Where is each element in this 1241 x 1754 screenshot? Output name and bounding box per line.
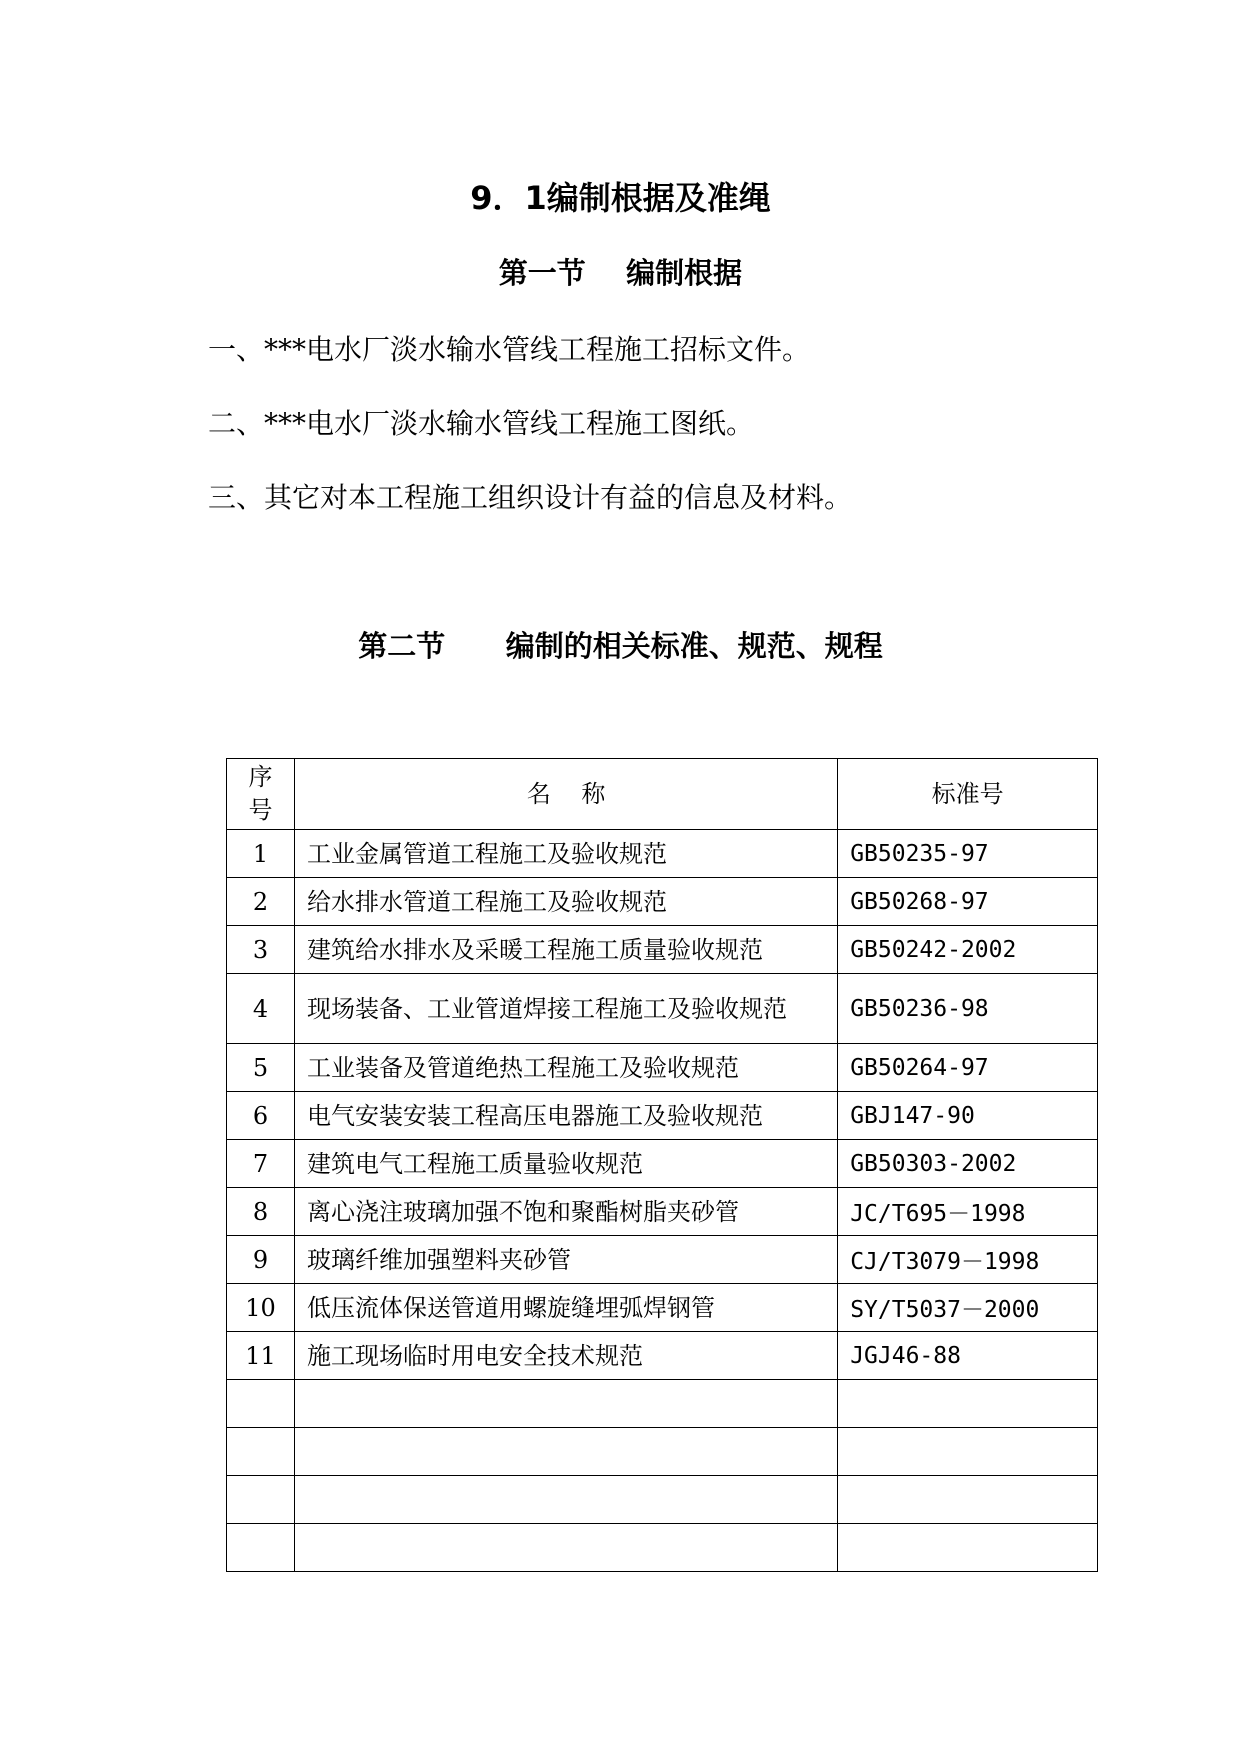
table-row (227, 1044, 1098, 1092)
empty-cell (294, 1428, 837, 1476)
row-standard-code: GB50303-2002 (838, 1140, 1098, 1188)
empty-cell (227, 1476, 295, 1524)
row-name: 电气安装安装工程高压电器施工及验收规范 (294, 1092, 837, 1140)
page-title: 9．1编制根据及准绳 (470, 179, 771, 217)
row-standard-code: GB50236-98 (838, 974, 1098, 1044)
row-name: 离心浇注玻璃加强不饱和聚酯树脂夹砂管 (294, 1188, 837, 1236)
header-name-label: 名 称 (526, 779, 606, 808)
row-name: 施工现场临时用电安全技术规范 (294, 1332, 837, 1380)
section-heading-basis: 第一节 编制根据 (498, 256, 743, 290)
row-standard-code: GB50264-97 (838, 1044, 1098, 1092)
row-name: 建筑电气工程施工质量验收规范 (294, 1140, 837, 1188)
header-name (294, 759, 837, 830)
row-number: 4 (227, 974, 295, 1044)
row-standard-code: GBJ147-90 (838, 1092, 1098, 1140)
row-number: 5 (227, 1044, 295, 1092)
empty-cell (838, 1428, 1098, 1476)
row-name: 建筑给水排水及采暖工程施工质量验收规范 (294, 926, 837, 974)
basis-item: 三、其它对本工程施工组织设计有益的信息及材料。 (208, 481, 853, 514)
empty-cell (838, 1476, 1098, 1524)
table-row (227, 926, 1098, 974)
row-standard-code: SY/T5037－2000 (838, 1284, 1098, 1332)
row-number: 9 (227, 1236, 295, 1284)
table-row (227, 974, 1098, 1044)
row-name: 低压流体保送管道用螺旋缝埋弧焊钢管 (294, 1284, 837, 1332)
empty-cell (294, 1476, 837, 1524)
row-name: 工业金属管道工程施工及验收规范 (294, 830, 837, 878)
empty-cell (838, 1524, 1098, 1572)
table-row (227, 1092, 1098, 1140)
row-number: 1 (227, 830, 295, 878)
row-standard-code: GB50268-97 (838, 878, 1098, 926)
row-standard-code: CJ/T3079－1998 (838, 1236, 1098, 1284)
standards-table (226, 758, 1098, 1572)
table-row-empty (227, 1476, 1098, 1524)
row-name: 给水排水管道工程施工及验收规范 (294, 878, 837, 926)
row-number: 6 (227, 1092, 295, 1140)
basis-item: 一、***电水厂淡水输水管线工程施工招标文件。 (208, 333, 811, 366)
row-number: 11 (227, 1332, 295, 1380)
table-row (227, 1188, 1098, 1236)
row-standard-code: JC/T695－1998 (838, 1188, 1098, 1236)
table-header-row (227, 759, 1098, 830)
row-standard-code: JGJ46-88 (838, 1332, 1098, 1380)
table-row (227, 1284, 1098, 1332)
empty-cell (838, 1380, 1098, 1428)
table-row (227, 1140, 1098, 1188)
empty-cell (227, 1428, 295, 1476)
header-serial-number: 序号 (227, 759, 295, 830)
row-number: 7 (227, 1140, 295, 1188)
section-heading-standards: 第二节 编制的相关标准、规范、规程 (358, 629, 883, 663)
row-name: 玻璃纤维加强塑料夹砂管 (294, 1236, 837, 1284)
row-number: 8 (227, 1188, 295, 1236)
table-row (227, 1236, 1098, 1284)
empty-cell (294, 1380, 837, 1428)
table-row-empty (227, 1524, 1098, 1572)
row-number: 10 (227, 1284, 295, 1332)
row-number: 3 (227, 926, 295, 974)
table-row (227, 830, 1098, 878)
header-standard-number: 标准号 (838, 759, 1098, 830)
table-row (227, 1332, 1098, 1380)
basis-item: 二、***电水厂淡水输水管线工程施工图纸。 (208, 407, 755, 440)
empty-cell (227, 1380, 295, 1428)
row-standard-code: GB50242-2002 (838, 926, 1098, 974)
table-row (227, 878, 1098, 926)
table-row-empty (227, 1428, 1098, 1476)
empty-cell (294, 1524, 837, 1572)
table-row-empty (227, 1380, 1098, 1428)
row-number: 2 (227, 878, 295, 926)
empty-cell (227, 1524, 295, 1572)
row-name: 工业装备及管道绝热工程施工及验收规范 (294, 1044, 837, 1092)
row-standard-code: GB50235-97 (838, 830, 1098, 878)
row-name: 现场装备、工业管道焊接工程施工及验收规范 (294, 974, 837, 1044)
